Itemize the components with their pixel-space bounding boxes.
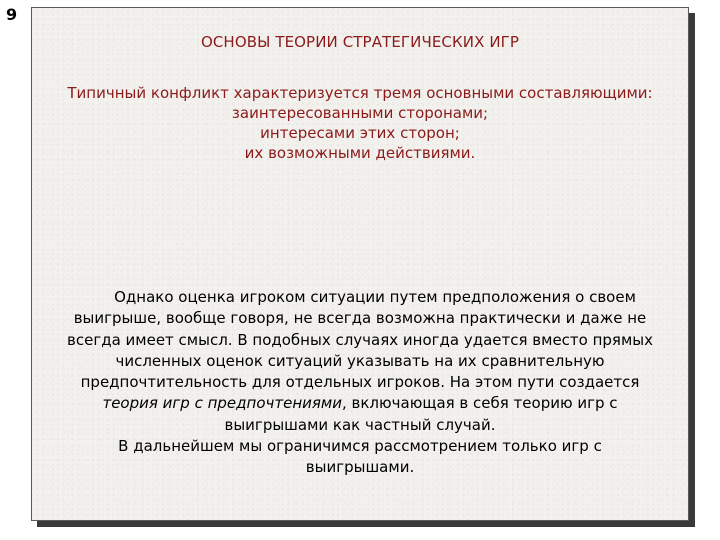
body-line: численных оценок ситуаций указывать на их сравнительную [115,351,605,370]
body-line: предпочтительность для отдельных игроков. На этом пути создается [80,373,640,392]
body-line-rest: , включающая в себя теорию игр с [341,394,618,413]
intro-line: Типичный конфликт характеризуется тремя основными составляющими: [67,84,653,102]
body-line: всегда имеет смысл. В подобных случаях иногда удается вместо прямых [67,330,653,349]
body-line [30,393,690,414]
intro-block [30,83,690,163]
body-line: выигрышами как частный случай. [224,415,496,434]
slide-number: 9 [6,5,18,24]
intro-line: их возможными действиями. [244,144,476,162]
body-line: Однако оценка игроком ситуации путем предположения о своем [114,288,636,306]
intro-line: заинтересованными сторонами; [231,104,489,122]
body-line: В дальнейшем мы ограничимся рассмотрением только игр с [118,437,602,456]
slide-title: ОСНОВЫ ТЕОРИИ СТРАТЕГИЧЕСКИХ ИГР [200,33,520,51]
italic-term: теория игр с предпочтениями [102,394,342,413]
body-line: выигрышами. [305,458,415,477]
intro-line: интересами этих сторон; [260,124,460,142]
body-line: выигрыше, вообще говоря, не всегда возможна практически и даже не [73,309,647,328]
body-paragraph [30,287,690,479]
